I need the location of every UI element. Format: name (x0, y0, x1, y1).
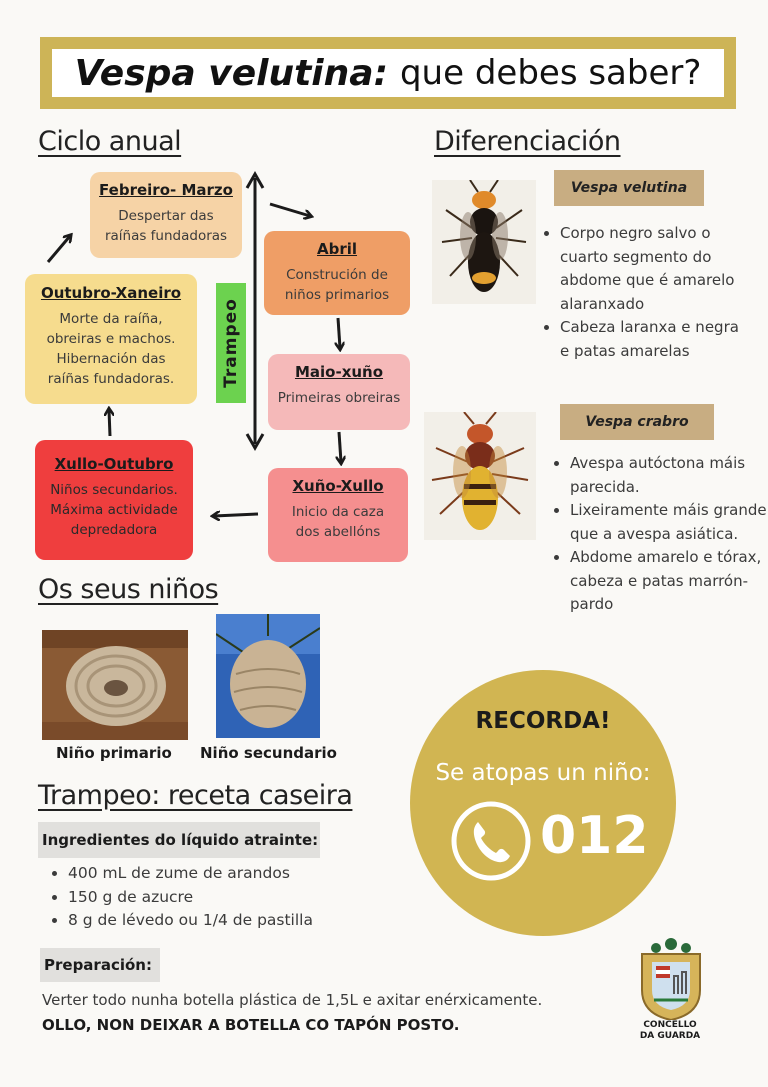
list-item: • 400 mL de zume de arandos (68, 862, 368, 886)
list-item: • Lixeiramente máis grande que a avespa asiática. (570, 499, 768, 546)
stage-title: Outubro-Xaneiro (40, 284, 182, 302)
ingredients-list (46, 862, 368, 933)
stage-title: Abril (316, 240, 358, 258)
stage-title: Febreiro- Marzo (99, 181, 233, 199)
primary-nest-caption: Niño primario (56, 744, 172, 762)
arrow-abril-maio (338, 318, 340, 348)
stage-title: Maio-xuño (294, 363, 384, 381)
stage-text: Construción de niños primarios (284, 267, 390, 303)
stage-text: Despertar das raíñas fundadoras (104, 208, 228, 244)
list-item: • 8 g de lévedo ou 1/4 de pastilla (68, 909, 368, 933)
list-item: • 150 g de azucre (68, 886, 368, 910)
list-item: • Corpo negro salvo o cuarto segmento do abdome que é amarelo alaranxado (560, 222, 750, 316)
stage-text: Niños secundarios. Máxima actividade depredadora (50, 482, 178, 538)
stage-title: Xuño-Xullo (292, 477, 384, 495)
arrow-maio-xuno (339, 432, 341, 462)
recorda-title: RECORDA! (475, 708, 611, 734)
list-item: • Avespa autóctona máis parecida. (570, 452, 768, 499)
emergency-phone: 012 (540, 806, 649, 866)
logo-line1: CONCELLO (643, 1020, 697, 1030)
arrow-outubro-feb (48, 236, 70, 262)
crabro-label: Vespa crabro (560, 404, 714, 440)
recorda-circle (410, 670, 676, 936)
recorda-text: Se atopas un niño: (435, 760, 651, 786)
crabro-bullets (548, 452, 768, 617)
primary-nest-photo (42, 630, 188, 740)
logo-text (620, 1020, 720, 1042)
phone-icon (450, 800, 532, 882)
title-bold: Vespa velutina: (74, 52, 388, 94)
prep-warning: OLLO, NON DEIXAR A BOTELLA CO TAPÓN POSTO. (42, 1016, 460, 1034)
title-rest: que debes saber? (399, 53, 702, 93)
trampeo-label (216, 283, 246, 403)
arrow-xullo-outubro (109, 410, 110, 436)
secondary-nest-photo (216, 614, 320, 738)
trampeo-text: Trampeo (221, 298, 241, 388)
arrow-xuno-xullo (214, 514, 258, 516)
velutina-photo (432, 180, 536, 304)
stage-title: Xullo-Outubro (54, 455, 174, 473)
nests-heading: Os seus niños (38, 574, 219, 605)
prep-heading: Preparación: (40, 948, 160, 982)
recipe-heading: Trampeo: receta caseira (38, 780, 353, 811)
ingredients-heading: Ingredientes do líquido atrainte: (38, 822, 320, 858)
arrow-feb-abril (270, 204, 310, 216)
cycle-heading: Ciclo anual (38, 126, 182, 157)
list-item: • Cabeza laranxa e negra e patas amarelas (560, 316, 750, 363)
prep-text: Verter todo nunha botella plástica de 1,5L e axitar enérxicamente. (42, 991, 543, 1009)
concello-logo (636, 934, 706, 1020)
crabro-photo (424, 412, 536, 540)
stage-text: Morte da raíña, obreiras e machos. Hibernación das raíñas fundadoras. (46, 311, 176, 387)
diff-heading: Diferenciación (434, 126, 621, 157)
velutina-bullets (538, 222, 750, 363)
list-item: • Abdome amarelo e tórax, cabeza e patas marrón-pardo (570, 546, 768, 617)
velutina-label: Vespa velutina (554, 170, 704, 206)
secondary-nest-caption: Niño secundario (200, 744, 337, 762)
stage-text: Inicio da caza dos abellóns (291, 504, 385, 540)
logo-line2: DA GUARDA (639, 1031, 701, 1041)
stage-text: Primeiras obreiras (277, 390, 401, 406)
